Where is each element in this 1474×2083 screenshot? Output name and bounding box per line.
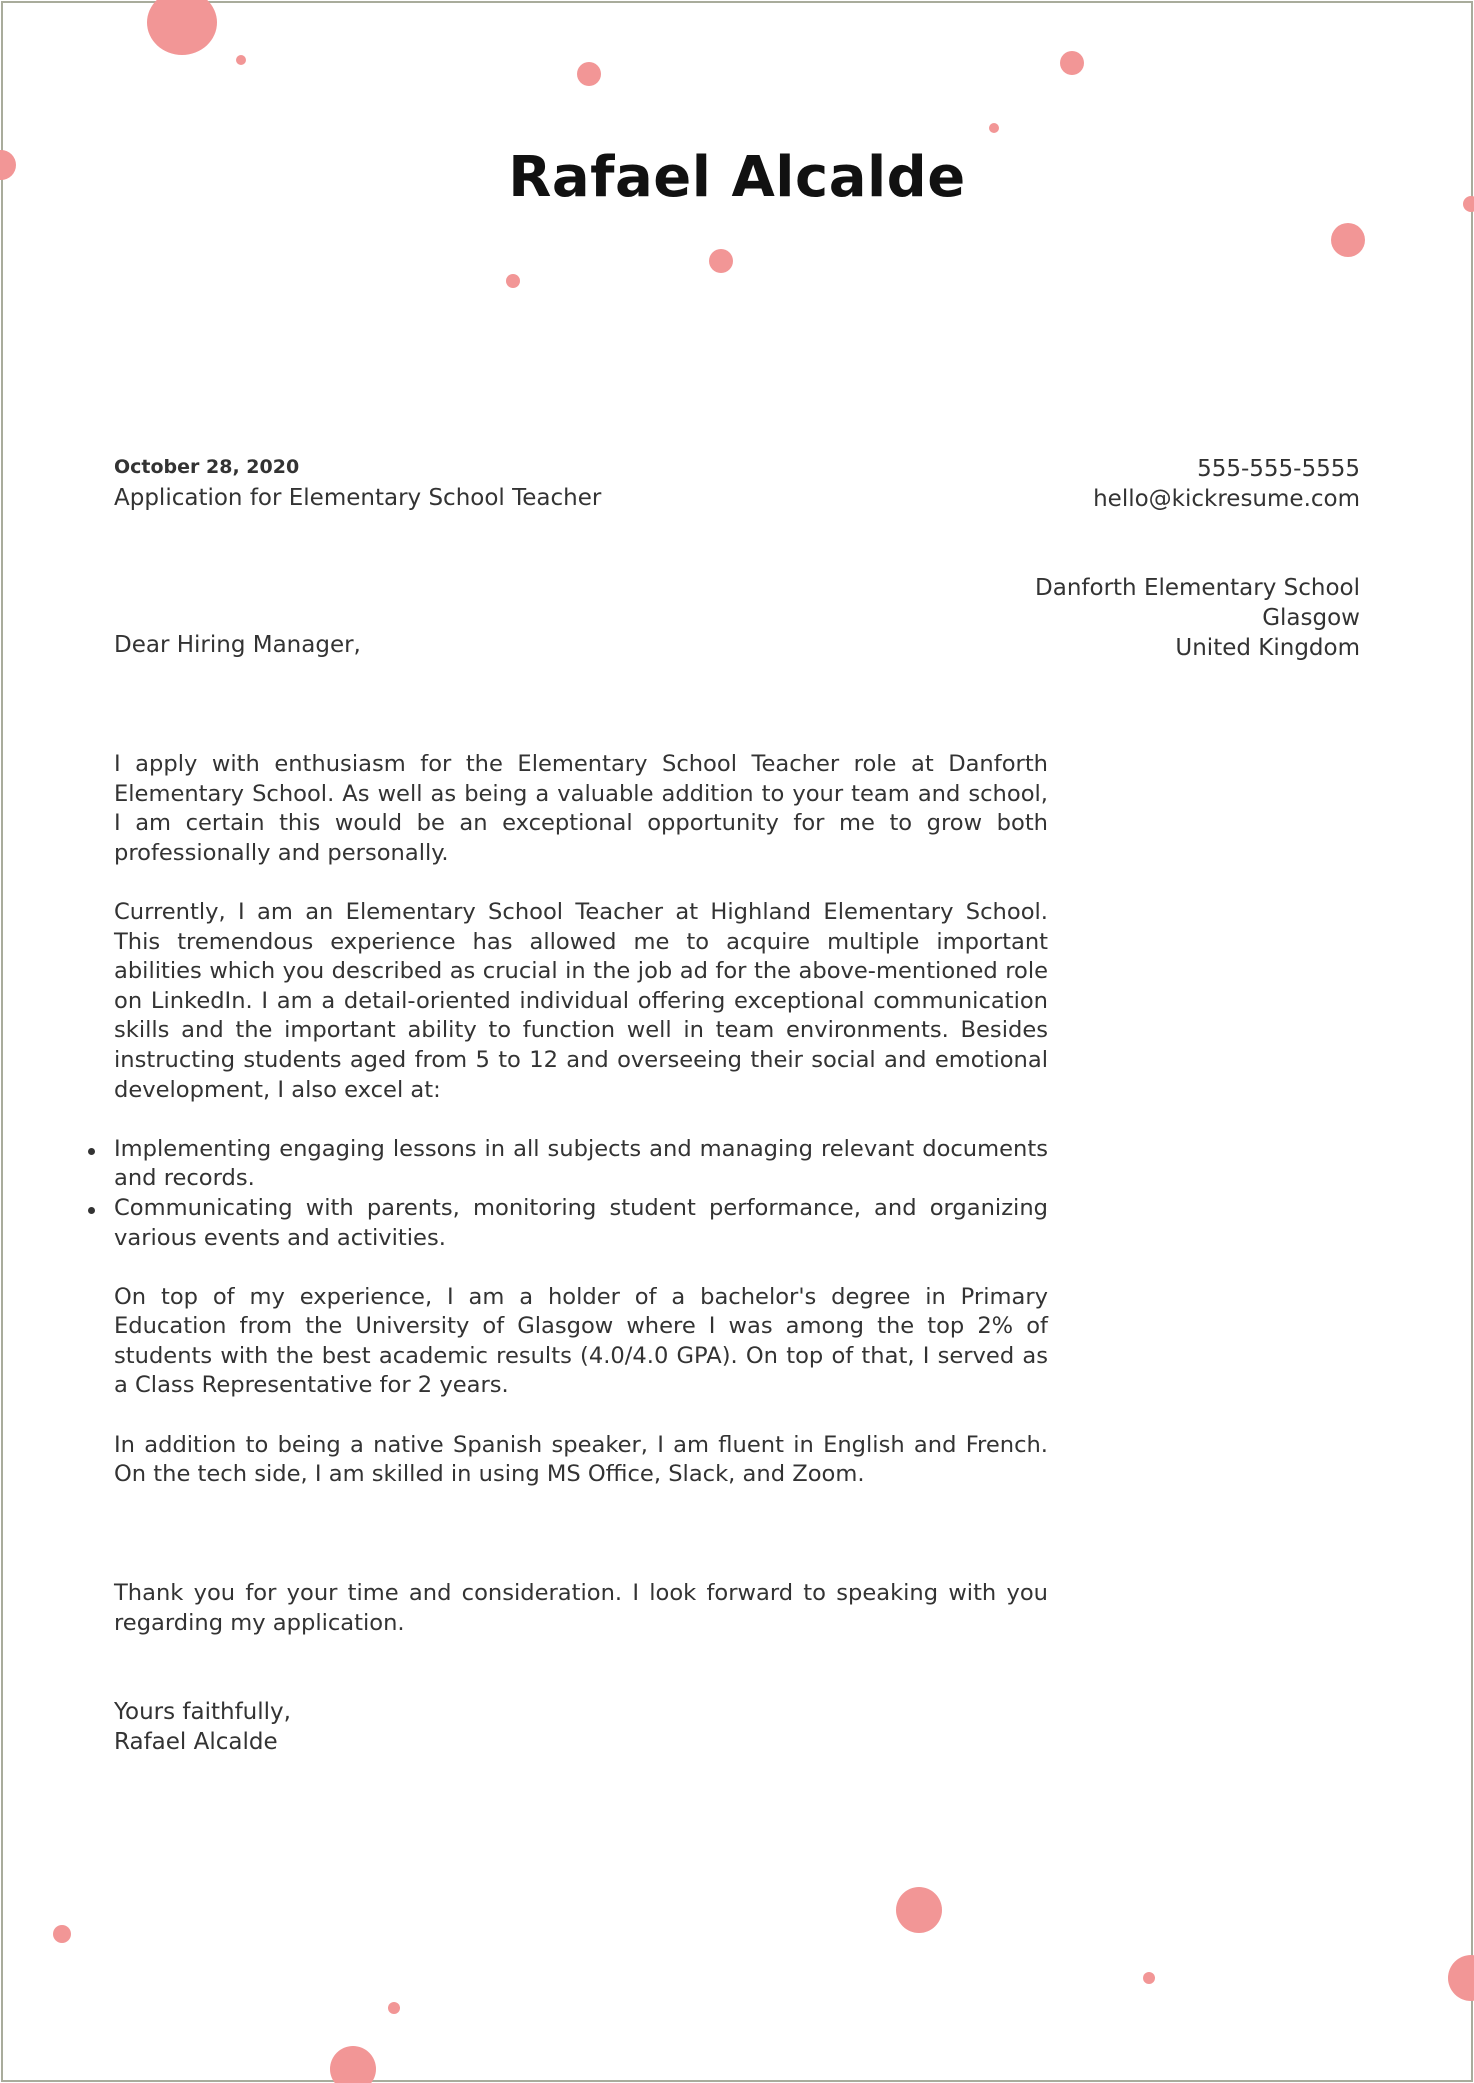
list-item: Implementing engaging lessons in all subjects and managing relevant documents and records. [114, 1135, 1048, 1194]
signature-name: Rafael Alcalde [114, 1729, 278, 1755]
decor-dot [709, 249, 733, 273]
body-paragraph: In addition to being a native Spanish speaker, I am fluent in English and French. On the tech side, I am skilled in using MS Office, Slack, and Zoom. [114, 1431, 1048, 1488]
decor-dot [1448, 1955, 1474, 2001]
decor-dot [1331, 223, 1365, 257]
contact-block [1093, 454, 1360, 514]
decor-dot [53, 1925, 71, 1943]
applicant-name: Rafael Alcalde [508, 145, 966, 210]
decor-dot [388, 2002, 400, 2014]
closing-paragraph: Thank you for your time and consideration. I look forward to speaking with you regarding my application. [114, 1580, 1048, 1636]
letter-subject: Application for Elementary School Teacher [114, 485, 602, 511]
recipient-city: Glasgow [1262, 605, 1360, 631]
letter-body [114, 750, 1048, 1519]
phone-number: 555-555-5555 [1197, 456, 1360, 482]
email-address: hello@kickresume.com [1093, 486, 1360, 512]
body-paragraph: Currently, I am an Elementary School Teacher at Highland Elementary School. This tremendous experience has allowed me to acquire multiple important abilities which you described as crucial in the job ad for the above-mentioned role on LinkedIn. I am a detail-oriented individual offering exceptional communication skills and the important ability to function well in team environments. Besides instructing students aged from 5 to 12 and overseeing their social and emotional development, I also excel at: [114, 898, 1048, 1103]
decor-dot [330, 2046, 376, 2083]
decor-dot [896, 1887, 942, 1933]
decor-dot [989, 123, 999, 133]
letter-date: October 28, 2020 [114, 456, 300, 478]
decor-dot [1060, 51, 1084, 75]
decor-dot [506, 274, 520, 288]
signoff [114, 1697, 291, 1757]
recipient-organization: Danforth Elementary School [1035, 575, 1360, 601]
body-paragraph: On top of my experience, I am a holder of a bachelor's degree in Primary Education from the University of Glasgow where I was among the top 2% of students with the best academic results (4.0/4.0 GPA). On top of that, I served as a Class Representative for 2 years. [114, 1283, 1048, 1399]
decor-dot [577, 62, 601, 86]
recipient-address [1035, 573, 1360, 663]
decor-dot [147, 0, 217, 55]
skills-list [114, 1135, 1048, 1253]
list-item: Communicating with parents, monitoring student performance, and organizing various events and activities. [114, 1194, 1048, 1253]
decor-dot [236, 55, 246, 65]
decor-dot [1143, 1972, 1155, 1984]
valediction: Yours faithfully, [114, 1699, 291, 1725]
salutation: Dear Hiring Manager, [114, 632, 361, 658]
recipient-country: United Kingdom [1175, 635, 1360, 661]
body-paragraph: I apply with enthusiasm for the Elementary School Teacher role at Danforth Elementary School. As well as being a valuable addition to your team and school, I am certain this would be an exceptional opportunity for me to grow both professionally and personally. [114, 751, 1048, 866]
